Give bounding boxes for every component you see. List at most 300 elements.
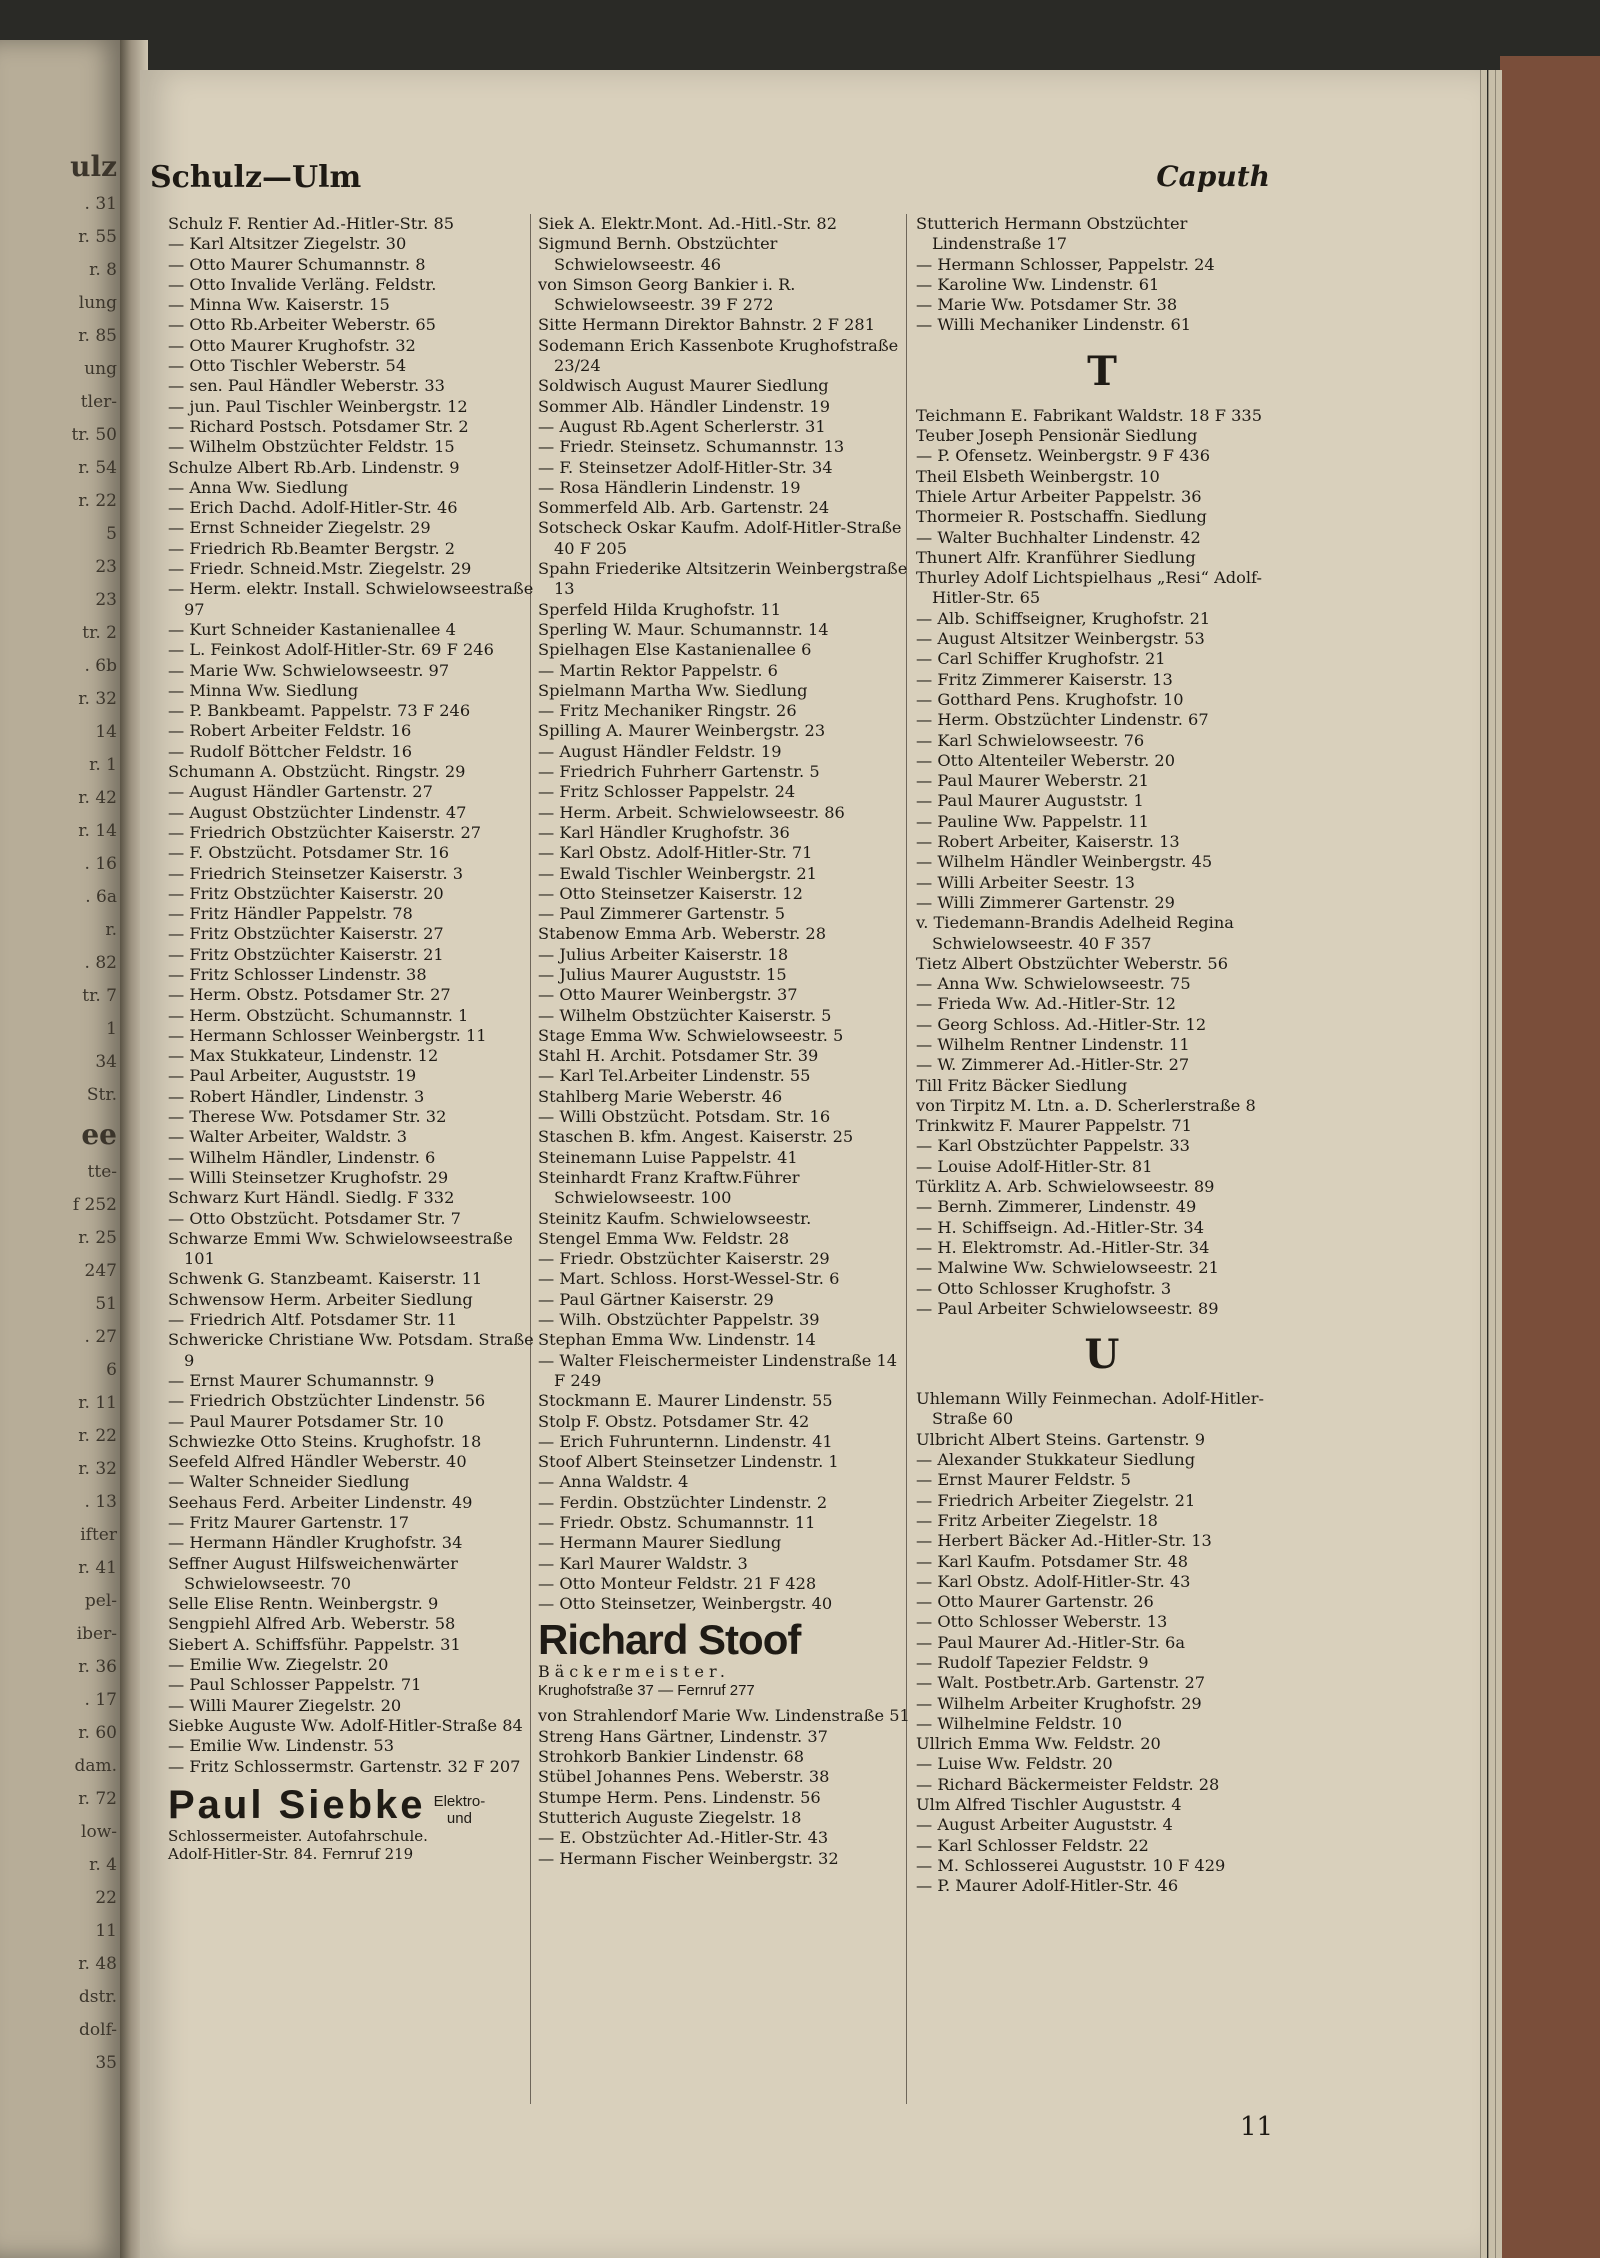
directory-entry: — Otto Maurer Weinbergstr. 37 [538, 985, 798, 1005]
ad-trade-line: Elektro- [433, 1792, 486, 1810]
directory-entry: — P. Ofensetz. Weinbergstr. 9 F 436 [916, 446, 1211, 466]
directory-entry: — P. Maurer Adolf-Hitler-Str. 46 [916, 1876, 1179, 1896]
directory-entry: — Erich Fuhrunternn. Lindenstr. 41 [538, 1431, 833, 1451]
directory-entry: — Friedrich Arbeiter Ziegelstr. 21 [916, 1490, 1196, 1510]
previous-page-fragment: 247 [84, 1261, 117, 1281]
directory-entry: — Willi Mechaniker Lindenstr. 61 [916, 315, 1192, 335]
directory-entry: v. Tiedemann-Brandis Adelheid Regina Schwielowseestr. 40 F 357 [916, 913, 1234, 953]
previous-page-fragment: r. 48 [78, 1954, 117, 1974]
ad-trade [434, 1793, 486, 1827]
previous-page-fragment: ung [84, 359, 117, 379]
previous-page-fragment: r. 54 [78, 458, 117, 478]
directory-entry: — Emilie Ww. Lindenstr. 53 [168, 1736, 394, 1756]
previous-page-fragment: r. 22 [78, 1426, 117, 1446]
directory-entry: Sommerfeld Alb. Arb. Gartenstr. 24 [538, 498, 830, 518]
directory-entry: Steinhardt Franz Kraftw.Führer Schwielowseestr. 100 [538, 1167, 800, 1208]
directory-entry: Schwensow Herm. Arbeiter Siedlung [168, 1289, 473, 1309]
previous-page-fragment: r. 41 [78, 1558, 117, 1578]
directory-entry: Stage Emma Ww. Schwielowseestr. 5 [538, 1025, 844, 1045]
previous-page-fragment: . 31 [84, 194, 117, 214]
directory-entry: Schwiezke Otto Steins. Krughofstr. 18 [168, 1431, 482, 1451]
previous-page-fragment: . 6b [84, 656, 117, 676]
directory-entry: — Friedr. Schneid.Mstr. Ziegelstr. 29 [168, 559, 472, 579]
previous-page-fragment: . 16 [84, 854, 117, 874]
directory-entry: — Otto Monteur Feldstr. 21 F 428 [538, 1573, 817, 1593]
directory-entry: — Paul Schlosser Pappelstr. 71 [168, 1675, 422, 1695]
directory-entry: — Anna Ww. Siedlung [168, 477, 349, 497]
directory-entry: — Rosa Händlerin Lindenstr. 19 [538, 477, 801, 497]
directory-entry: Steinemann Luise Pappelstr. 41 [538, 1147, 798, 1167]
directory-entry: Selle Elise Rentn. Weinbergstr. 9 [168, 1594, 439, 1614]
previous-page-fragment: iber- [76, 1624, 117, 1644]
running-header-left: Schulz—Ulm [150, 160, 362, 195]
directory-entry: Schwarz Kurt Händl. Siedlg. F 332 [168, 1188, 455, 1208]
directory-entry: — Otto Schlosser Weberstr. 13 [916, 1612, 1168, 1632]
directory-entry: — Friedrich Obstzüchter Lindenstr. 56 [168, 1391, 486, 1411]
directory-entry: — Robert Händler, Lindenstr. 3 [168, 1086, 425, 1106]
directory-entry: Teichmann E. Fabrikant Waldstr. 18 F 335 [916, 405, 1262, 425]
directory-entry: — August Rb.Agent Scherlerstr. 31 [538, 416, 826, 436]
directory-entry: Uhlemann Willy Feinmechan. Adolf-Hitler-Straße 60 [916, 1389, 1264, 1429]
directory-entry: — Malwine Ww. Schwielowseestr. 21 [916, 1258, 1219, 1278]
ad-trade: Bäckermeister. [538, 1662, 730, 1682]
directory-entry: Streng Hans Gärtner, Lindenstr. 37 [538, 1726, 828, 1746]
directory-entry: — Georg Schloss. Ad.-Hitler-Str. 12 [916, 1014, 1207, 1034]
directory-entry: — Hermann Händler Krughofstr. 34 [168, 1533, 463, 1553]
previous-page-fragment: . 6a [85, 887, 117, 907]
previous-page-fragment: r. 72 [78, 1789, 117, 1809]
directory-entry: — Fritz Schlosser Pappelstr. 24 [538, 782, 796, 802]
directory-entry: — F. Steinsetzer Adolf-Hitler-Str. 34 [538, 457, 833, 477]
previous-page-fragment: dolf- [79, 2020, 117, 2040]
entry-list [168, 214, 540, 1777]
directory-column-2 [538, 214, 910, 1869]
directory-entry: Ulbricht Albert Steins. Gartenstr. 9 [916, 1429, 1206, 1449]
directory-entry: — Hermann Schlosser, Pappelstr. 24 [916, 254, 1215, 274]
directory-entry: — Willi Zimmerer Gartenstr. 29 [916, 892, 1175, 912]
directory-entry: Seefeld Alfred Händler Weberstr. 40 [168, 1452, 467, 1472]
directory-entry: Trinkwitz F. Maurer Pappelstr. 71 [916, 1116, 1192, 1136]
directory-entry: von Tirpitz M. Ltn. a. D. Scherlerstraße 8 [916, 1095, 1256, 1115]
directory-entry: — Friedrich Rb.Beamter Bergstr. 2 [168, 538, 456, 558]
page-edge [1495, 70, 1502, 2258]
directory-entry: Siek A. Elektr.Mont. Ad.-Hitl.-Str. 82 [538, 214, 838, 233]
directory-entry: Stengel Emma Ww. Feldstr. 28 [538, 1228, 790, 1248]
directory-entry: Türklitz A. Arb. Schwielowseestr. 89 [916, 1177, 1215, 1197]
directory-entry: — Alexander Stukkateur Siedlung [916, 1450, 1196, 1470]
previous-page-fragment: f 252 [72, 1195, 117, 1215]
directory-entry: — August Händler Feldstr. 19 [538, 741, 782, 761]
directory-entry: — Therese Ww. Potsdamer Str. 32 [168, 1107, 447, 1127]
directory-entry: — W. Zimmerer Ad.-Hitler-Str. 27 [916, 1055, 1190, 1075]
directory-entry: — Marie Ww. Schwielowseestr. 97 [168, 660, 450, 680]
entry-list [916, 1389, 1288, 1896]
directory-entry: — Herm. elektr. Install. Schwielowseestraße 97 [168, 579, 534, 619]
directory-entry: — Karl Obstz. Adolf-Hitler-Str. 71 [538, 843, 813, 863]
directory-entry: Schwarze Emmi Ww. Schwielowseestraße 101 [168, 1228, 513, 1269]
directory-entry: Seehaus Ferd. Arbeiter Lindenstr. 49 [168, 1492, 473, 1512]
directory-entry: — Otto Rb.Arbeiter Weberstr. 65 [168, 315, 436, 335]
previous-page-fragment: lung [78, 293, 117, 313]
advertisement-siebke [168, 1783, 540, 1863]
previous-page-fragment: Str. [86, 1085, 117, 1105]
directory-entry: von Simson Georg Bankier i. R. Schwielowseestr. 39 F 272 [538, 274, 796, 315]
directory-entry: Stutterich Hermann Obstzüchter Lindenstraße 17 [916, 214, 1188, 254]
directory-entry: Sodemann Erich Kassenbote Krughofstraße 23/24 [538, 335, 899, 376]
directory-entry: — Wilh. Obstzüchter Pappelstr. 39 [538, 1310, 820, 1330]
directory-entry: — Mart. Schloss. Horst-Wessel-Str. 6 [538, 1269, 840, 1289]
directory-entry: — Anna Waldstr. 4 [538, 1472, 689, 1492]
directory-entry: Schwenk G. Stanzbeamt. Kaiserstr. 11 [168, 1269, 483, 1289]
previous-page-fragment: tte- [87, 1162, 117, 1182]
directory-entry: — Paul Gärtner Kaiserstr. 29 [538, 1289, 774, 1309]
directory-entry: Stübel Johannes Pens. Weberstr. 38 [538, 1767, 830, 1787]
directory-entry: — Paul Arbeiter, Auguststr. 19 [168, 1066, 417, 1086]
directory-entry: — Wilhelm Rentner Lindenstr. 11 [916, 1034, 1190, 1054]
directory-entry: — Bernh. Zimmerer, Lindenstr. 49 [916, 1197, 1197, 1217]
directory-entry: Stockmann E. Maurer Lindenstr. 55 [538, 1391, 833, 1411]
page-number: 11 [1240, 2112, 1274, 2142]
directory-entry: Spilling A. Maurer Weinbergstr. 23 [538, 721, 826, 741]
directory-entry: — Wilhelm Arbeiter Krughofstr. 29 [916, 1693, 1202, 1713]
directory-entry: — Max Stukkateur, Lindenstr. 12 [168, 1046, 439, 1066]
previous-page-fragment: r. 4 [89, 1855, 117, 1875]
directory-entry: — Richard Postsch. Potsdamer Str. 2 [168, 416, 469, 436]
directory-entry: Schumann A. Obstzücht. Ringstr. 29 [168, 762, 466, 782]
directory-entry: — Ernst Maurer Feldstr. 5 [916, 1470, 1131, 1490]
previous-page-fragment: r. [105, 920, 117, 940]
directory-entry: Schulz F. Rentier Ad.-Hitler-Str. 85 [168, 214, 455, 233]
previous-page-fragment: low- [81, 1822, 117, 1842]
directory-entry: Sotscheck Oskar Kaufm. Adolf-Hitler-Straße 40 F 205 [538, 518, 902, 558]
directory-entry: — Karl Obstzüchter Pappelstr. 33 [916, 1136, 1190, 1156]
directory-entry: Strohkorb Bankier Lindenstr. 68 [538, 1747, 805, 1767]
directory-entry: Staschen B. kfm. Angest. Kaiserstr. 25 [538, 1127, 854, 1147]
directory-entry: — Pauline Ww. Pappelstr. 11 [916, 811, 1149, 831]
directory-entry: — Herm. Obstz. Potsdamer Str. 27 [168, 985, 451, 1005]
page-edge [1488, 70, 1495, 2258]
directory-entry: — Wilhelm Händler, Lindenstr. 6 [168, 1147, 436, 1167]
previous-page-fragment: . 82 [84, 953, 117, 973]
directory-entry: Thurley Adolf Lichtspielhaus „Resi“ Adolf-Hitler-Str. 65 [916, 568, 1262, 608]
directory-entry: — jun. Paul Tischler Weinbergstr. 12 [168, 396, 468, 416]
previous-page-fragment: ifter [80, 1525, 117, 1545]
previous-page-fragment: r. 42 [78, 788, 117, 808]
section-letter-u: U [1084, 1331, 1120, 1379]
previous-page-fragment: 6 [106, 1360, 117, 1380]
directory-entry: — Minna Ww. Kaiserstr. 15 [168, 295, 390, 315]
directory-entry: — Walt. Postbetr.Arb. Gartenstr. 27 [916, 1673, 1206, 1693]
previous-page-fragment: dstr. [78, 1987, 117, 2007]
directory-entry: — Wilhelm Obstzüchter Kaiserstr. 5 [538, 1005, 832, 1025]
directory-entry: — Hermann Maurer Siedlung [538, 1533, 782, 1553]
previous-page-fragment: r. 1 [89, 755, 117, 775]
advertisement-stoof [538, 1618, 910, 1700]
directory-entry: Schwericke Christiane Ww. Potsdam. Straße 9 [168, 1330, 534, 1370]
directory-entry: — Otto Maurer Gartenstr. 26 [916, 1592, 1154, 1612]
previous-page-fragment: 1 [106, 1019, 117, 1039]
directory-entry: Thormeier R. Postschaffn. Siedlung [916, 507, 1207, 527]
directory-entry: Thiele Artur Arbeiter Pappelstr. 36 [916, 486, 1202, 506]
directory-entry: Thunert Alfr. Kranführer Siedlung [916, 547, 1196, 567]
directory-entry: — Paul Maurer Weberstr. 21 [916, 771, 1149, 791]
ad-company-name: Paul Siebke [168, 1782, 426, 1827]
directory-entry: — M. Schlosserei Auguststr. 10 F 429 [916, 1855, 1226, 1875]
directory-entry: — Robert Arbeiter Feldstr. 16 [168, 721, 412, 741]
directory-entry: — Luise Ww. Feldstr. 20 [916, 1754, 1113, 1774]
directory-entry: von Strahlendorf Marie Ww. Lindenstraße 51 [538, 1706, 910, 1726]
directory-entry: — Fritz Schlosser Lindenstr. 38 [168, 964, 427, 984]
directory-entry: — Rudolf Tapezier Feldstr. 9 [916, 1653, 1149, 1672]
directory-entry: — August Obstzüchter Lindenstr. 47 [168, 802, 467, 822]
directory-entry: — Hermann Schlosser Weinbergstr. 11 [168, 1025, 487, 1045]
directory-entry: — Erich Dachd. Adolf-Hitler-Str. 46 [168, 498, 458, 518]
directory-entry: — Fritz Händler Pappelstr. 78 [168, 904, 413, 924]
directory-entry: — Herm. Obstzücht. Schumannstr. 1 [168, 1005, 469, 1025]
directory-entry: — Willi Maurer Ziegelstr. 20 [168, 1695, 402, 1715]
previous-page-fragment: tr. 2 [82, 623, 117, 643]
directory-entry: — Friedr. Obstz. Schumannstr. 11 [538, 1513, 816, 1532]
directory-entry: — Walter Fleischermeister Lindenstraße 14 F 249 [538, 1350, 898, 1390]
directory-entry: Ulm Alfred Tischler Auguststr. 4 [916, 1795, 1182, 1815]
previous-page-fragment: r. 36 [78, 1657, 117, 1677]
directory-entry: — Karl Maurer Waldstr. 3 [538, 1553, 748, 1573]
directory-entry: — Emilie Ww. Ziegelstr. 20 [168, 1655, 389, 1675]
directory-entry: — Minna Ww. Siedlung [168, 680, 359, 700]
directory-entry: — Alb. Schiffseigner, Krughofstr. 21 [916, 608, 1211, 628]
directory-entry: Theil Elsbeth Weinbergstr. 10 [916, 466, 1160, 486]
directory-entry: — Karl Schwielowseestr. 76 [916, 730, 1145, 750]
directory-entry: Spielhagen Else Kastanienallee 6 [538, 640, 812, 660]
directory-entry: — Otto Invalide Verläng. Feldstr. [168, 274, 437, 294]
previous-page-fragment: tr. 50 [71, 425, 117, 445]
directory-entry: — Friedrich Fuhrherr Gartenstr. 5 [538, 762, 820, 782]
ad-address: Krughofstraße 37 — Fernruf 277 [538, 1682, 755, 1700]
previous-page-fragment: 11 [95, 1921, 117, 1941]
directory-entry: — Willi Arbeiter Seestr. 13 [916, 872, 1135, 892]
directory-entry: — Ernst Schneider Ziegelstr. 29 [168, 518, 431, 538]
directory-entry: — Frieda Ww. Ad.-Hitler-Str. 12 [916, 994, 1176, 1014]
directory-entry: Stahlberg Marie Weberstr. 46 [538, 1086, 783, 1106]
previous-page-fragment: r. 11 [78, 1393, 117, 1413]
directory-entry: — Fritz Schlossermstr. Gartenstr. 32 F 207 [168, 1756, 521, 1776]
section-letter-t: T [1087, 347, 1117, 395]
directory-entry: — Ernst Maurer Schumannstr. 9 [168, 1370, 435, 1390]
previous-page-fragment: r. 32 [78, 1459, 117, 1479]
previous-page-fragment: pel- [84, 1591, 117, 1611]
previous-page-fragment: 35 [95, 2053, 117, 2073]
directory-entry: Siebke Auguste Ww. Adolf-Hitler-Straße 84 [168, 1715, 523, 1735]
previous-page-fragment: . 13 [84, 1492, 117, 1512]
directory-entry: — Julius Arbeiter Kaiserstr. 18 [538, 944, 789, 964]
directory-column-1 [168, 214, 540, 1863]
previous-page-fragment: r. 22 [78, 491, 117, 511]
directory-entry: — Wilhelm Händler Weinbergstr. 45 [916, 852, 1213, 872]
directory-entry: — Otto Maurer Krughofstr. 32 [168, 335, 416, 355]
directory-entry: — E. Obstzüchter Ad.-Hitler-Str. 43 [538, 1828, 829, 1848]
directory-entry: — Paul Arbeiter Schwielowseestr. 89 [916, 1298, 1219, 1318]
directory-entry: — Paul Maurer Auguststr. 1 [916, 791, 1144, 811]
directory-column-3 [916, 214, 1288, 1897]
directory-entry: — Fritz Arbeiter Ziegelstr. 18 [916, 1510, 1158, 1530]
directory-entry: — Karl Schlosser Feldstr. 22 [916, 1835, 1149, 1855]
directory-entry: Sitte Hermann Direktor Bahnstr. 2 F 281 [538, 315, 876, 335]
directory-entry: — Hermann Fischer Weinbergstr. 32 [538, 1848, 839, 1868]
directory-entry: Stumpe Herm. Pens. Lindenstr. 56 [538, 1787, 821, 1807]
directory-entry: — Rudolf Böttcher Feldstr. 16 [168, 741, 413, 761]
directory-entry: — Otto Obstzücht. Potsdamer Str. 7 [168, 1208, 461, 1228]
entry-list [538, 214, 910, 1614]
directory-entry: Seffner August Hilfsweichenwärter Schwielowseestr. 70 [168, 1553, 458, 1593]
directory-entry: — Otto Schlosser Krughofstr. 3 [916, 1278, 1172, 1298]
entry-list [916, 214, 1288, 336]
directory-entry: — Otto Tischler Weberstr. 54 [168, 356, 407, 376]
directory-entry: — Karl Tel.Arbeiter Lindenstr. 55 [538, 1066, 811, 1086]
previous-page-fragment: 5 [106, 524, 117, 544]
directory-entry: — Fritz Obstzüchter Kaiserstr. 20 [168, 883, 444, 903]
previous-page-edge [0, 40, 125, 2258]
directory-entry: — Willi Steinsetzer Krughofstr. 29 [168, 1167, 449, 1187]
ad-company-name: Richard Stoof [538, 1616, 801, 1664]
directory-entry: — Paul Maurer Ad.-Hitler-Str. 6a [916, 1632, 1185, 1652]
directory-entry: — Karoline Ww. Lindenstr. 61 [916, 274, 1160, 294]
directory-entry: — Walter Arbeiter, Waldstr. 3 [168, 1127, 408, 1147]
directory-entry: Spielmann Martha Ww. Siedlung [538, 680, 808, 700]
directory-entry: — Paul Maurer Potsdamer Str. 10 [168, 1411, 444, 1431]
page-edge [1480, 70, 1487, 2258]
directory-entry: — Otto Maurer Schumannstr. 8 [168, 254, 426, 274]
previous-page-fragment: ee [81, 1118, 117, 1151]
directory-entry: Sperling W. Maur. Schumannstr. 14 [538, 619, 829, 639]
directory-entry: Sengpiehl Alfred Arb. Weberstr. 58 [168, 1614, 456, 1634]
directory-entry: — Wilhelmine Feldstr. 10 [916, 1713, 1123, 1733]
directory-entry: — Friedr. Steinsetz. Schumannstr. 13 [538, 437, 845, 457]
ad-trade-line: und [446, 1809, 472, 1827]
directory-entry: Sigmund Bernh. Obstzüchter Schwielowseestr. 46 [538, 234, 778, 274]
directory-entry: — August Händler Gartenstr. 27 [168, 782, 433, 802]
directory-entry: — L. Feinkost Adolf-Hitler-Str. 69 F 246 [168, 640, 494, 660]
directory-entry: — Ferdin. Obstzüchter Lindenstr. 2 [538, 1492, 828, 1512]
directory-entry: — Otto Steinsetzer Kaiserstr. 12 [538, 883, 803, 903]
ad-description: Schlossermeister. Autofahrschule. [168, 1826, 428, 1845]
directory-entry: — Friedrich Steinsetzer Kaiserstr. 3 [168, 863, 464, 883]
previous-page-fragment: r. 8 [89, 260, 117, 280]
directory-entry: Stabenow Emma Arb. Weberstr. 28 [538, 924, 826, 944]
entry-list [916, 406, 1288, 1319]
directory-entry: Till Fritz Bäcker Siedlung [916, 1075, 1128, 1095]
directory-entry: — Herm. Arbeit. Schwielowseestr. 86 [538, 802, 845, 822]
directory-entry: Stolp F. Obstz. Potsdamer Str. 42 [538, 1411, 810, 1431]
previous-page-fragment: . 27 [84, 1327, 117, 1347]
ad-address: Adolf-Hitler-Str. 84. Fernruf 219 [168, 1844, 414, 1863]
directory-entry: — Walter Schneider Siedlung [168, 1472, 410, 1492]
directory-entry: — Robert Arbeiter, Kaiserstr. 13 [916, 832, 1180, 852]
directory-entry: — Karl Obstz. Adolf-Hitler-Str. 43 [916, 1571, 1191, 1591]
directory-entry: — Friedrich Obstzüchter Kaiserstr. 27 [168, 822, 482, 842]
previous-page-fragment: r. 60 [78, 1723, 117, 1743]
directory-entry: — Wilhelm Obstzüchter Feldstr. 15 [168, 437, 455, 457]
directory-entry: Steinitz Kaufm. Schwielowseestr. [538, 1208, 812, 1228]
directory-entry: Siebert A. Schiffsführ. Pappelstr. 31 [168, 1634, 461, 1654]
directory-entry: — Marie Ww. Potsdamer Str. 38 [916, 295, 1178, 315]
directory-entry: — August Arbeiter Auguststr. 4 [916, 1815, 1173, 1835]
directory-entry: Spahn Friederike Altsitzerin Weinbergstraße 13 [538, 559, 908, 599]
directory-entry: — Otto Altenteiler Weberstr. 20 [916, 750, 1176, 770]
directory-entry: — Fritz Obstzüchter Kaiserstr. 21 [168, 944, 444, 964]
directory-entry: — Anna Ww. Schwielowseestr. 75 [916, 974, 1191, 994]
directory-entry: Tietz Albert Obstzüchter Weberstr. 56 [916, 953, 1229, 973]
directory-entry: — Louise Adolf-Hitler-Str. 81 [916, 1156, 1153, 1176]
directory-entry: — Fritz Obstzüchter Kaiserstr. 27 [168, 924, 444, 944]
previous-page-fragment: tr. 7 [82, 986, 117, 1006]
directory-entry: — P. Bankbeamt. Pappelstr. 73 F 246 [168, 701, 471, 721]
directory-entry: — Carl Schiffer Krughofstr. 21 [916, 649, 1166, 669]
directory-entry: — Friedr. Obstzüchter Kaiserstr. 29 [538, 1249, 830, 1269]
previous-page-fragment: r. 14 [78, 821, 117, 841]
previous-page-fragment: 23 [95, 557, 117, 577]
directory-entry: — H. Schiffseign. Ad.-Hitler-Str. 34 [916, 1217, 1205, 1237]
directory-entry: — Kurt Schneider Kastanienallee 4 [168, 619, 456, 639]
directory-entry: — Fritz Maurer Gartenstr. 17 [168, 1513, 410, 1532]
previous-page-fragment: 51 [95, 1294, 117, 1314]
previous-page-fragment: tler- [80, 392, 117, 412]
directory-entry: — Martin Rektor Pappelstr. 6 [538, 660, 778, 680]
directory-entry: Soldwisch August Maurer Siedlung [538, 376, 829, 396]
directory-entry: Stephan Emma Ww. Lindenstr. 14 [538, 1330, 816, 1350]
previous-page-fragment: r. 55 [78, 227, 117, 247]
book-cover-edge [1500, 56, 1600, 2258]
previous-page-fragment: 14 [95, 722, 117, 742]
directory-entry: Ullrich Emma Ww. Feldstr. 20 [916, 1734, 1161, 1754]
previous-page-fragment: dam. [74, 1756, 117, 1776]
directory-entry: — Richard Bäckermeister Feldstr. 28 [916, 1774, 1220, 1794]
directory-entry: — Karl Altsitzer Ziegelstr. 30 [168, 234, 407, 254]
directory-entry: — Willi Obstzücht. Potsdam. Str. 16 [538, 1107, 831, 1127]
directory-entry: Stahl H. Archit. Potsdamer Str. 39 [538, 1046, 819, 1066]
previous-page-fragment: r. 32 [78, 689, 117, 709]
directory-entry: Stoof Albert Steinsetzer Lindenstr. 1 [538, 1452, 839, 1472]
previous-page-fragment: 22 [95, 1888, 117, 1908]
directory-entry: — Julius Maurer Auguststr. 15 [538, 964, 787, 984]
previous-page-fragment: 23 [95, 590, 117, 610]
directory-entry: — Walter Buchhalter Lindenstr. 42 [916, 527, 1201, 547]
directory-entry: Sommer Alb. Händler Lindenstr. 19 [538, 396, 831, 416]
directory-entry: — Ewald Tischler Weinbergstr. 21 [538, 863, 817, 883]
directory-entry: — Karl Kaufm. Potsdamer Str. 48 [916, 1551, 1189, 1571]
running-header-right: Caputh [1156, 160, 1270, 193]
directory-entry: — August Altsitzer Weinbergstr. 53 [916, 629, 1205, 649]
directory-entry: Stutterich Auguste Ziegelstr. 18 [538, 1807, 802, 1827]
directory-entry: — Paul Zimmerer Gartenstr. 5 [538, 904, 785, 924]
previous-page-fragment: r. 85 [78, 326, 117, 346]
entry-list [538, 1706, 910, 1868]
directory-entry: — H. Elektromstr. Ad.-Hitler-Str. 34 [916, 1237, 1210, 1257]
directory-entry: — sen. Paul Händler Weberstr. 33 [168, 376, 445, 396]
directory-entry: Teuber Joseph Pensionär Siedlung [916, 426, 1198, 446]
directory-entry: — Otto Steinsetzer, Weinbergstr. 40 [538, 1594, 833, 1614]
directory-entry: — Fritz Mechaniker Ringstr. 26 [538, 701, 797, 721]
previous-page-fragment: 34 [95, 1052, 117, 1072]
directory-entry: — Herbert Bäcker Ad.-Hitler-Str. 13 [916, 1531, 1212, 1551]
directory-entry: Schulze Albert Rb.Arb. Lindenstr. 9 [168, 457, 460, 477]
directory-entry: — F. Obstzücht. Potsdamer Str. 16 [168, 843, 450, 863]
directory-entry: — Herm. Obstzüchter Lindenstr. 67 [916, 710, 1209, 730]
previous-page-fragment: ulz [70, 150, 117, 183]
directory-entry: Sperfeld Hilda Krughofstr. 11 [538, 599, 782, 619]
directory-entry: — Karl Händler Krughofstr. 36 [538, 822, 790, 842]
directory-entry: — Friedrich Altf. Potsdamer Str. 11 [168, 1310, 458, 1330]
previous-page-fragment: r. 25 [78, 1228, 117, 1248]
